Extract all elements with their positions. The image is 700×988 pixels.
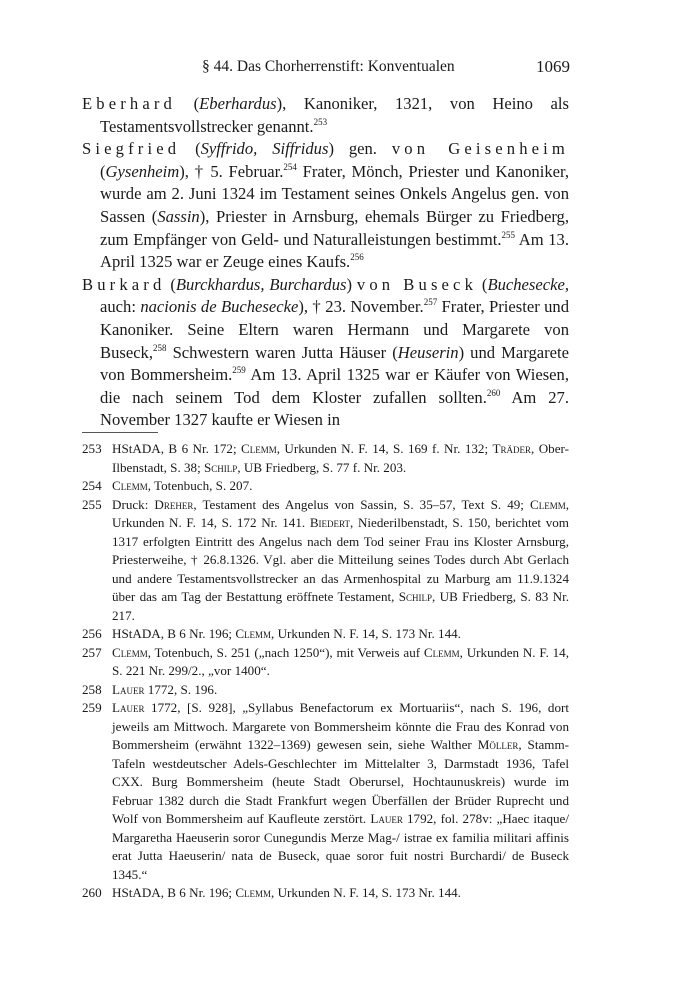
author-name: Clemm [235, 885, 272, 900]
footnote-ref: 254 [283, 161, 297, 172]
footnote-number: 253 [82, 441, 102, 456]
running-header [82, 52, 578, 82]
footnote-number: 259 [82, 700, 102, 715]
text-run: ) [346, 274, 357, 294]
footnote [82, 625, 569, 644]
text-run: , UB Friedberg, S. 77 f. Nr. 203. [237, 459, 407, 475]
text-run: , Urkunden N. F. 14, S. 173 Nr. 144. [271, 885, 461, 900]
text-run: HStADA, B 6 Nr. 196; [112, 626, 236, 641]
text-run: , auch: [100, 274, 569, 317]
footnote-number: 257 [82, 644, 102, 660]
footnote [82, 477, 569, 496]
text-run: Frater, Priester und Kanoniker. Seine Eltern waren Hermann und Margarete von Buseck, [100, 297, 569, 362]
italic-text: Heuserin [397, 342, 459, 362]
italic-text: Eberhardus [199, 94, 277, 113]
author-name: Lauer [112, 681, 145, 697]
footnote-separator [82, 432, 158, 433]
italic-text: nacionis de Buchesecke [140, 297, 299, 317]
italic-text: Gysenheim [105, 161, 180, 181]
author-name: Schilp [398, 589, 433, 604]
text-run: 1792, fol. 278v: „Haec itaque/ Margaretha Haeuserin soror Cunegundis Merze Mag-/ istrae ex familia militari affinis erat Jutta Haeuserin/ nata de Buseck, quae soror fuit nostri Burchardi/ de Buseck 1345.“ [112, 811, 570, 882]
text-run: HStADA, B 6 Nr. 172; [112, 441, 241, 456]
author-name: Biedert [309, 515, 350, 530]
text-run: ) gen. [328, 139, 392, 159]
running-header-title: § 44. Das Chorherrenstift: Konventualen [202, 58, 455, 75]
text-run: , Urkunden N. F. 14, S. 172 Nr. 141. [112, 496, 569, 530]
footnote-ref: 258 [153, 342, 167, 353]
register-entry [82, 274, 569, 432]
footnote-number: 255 [82, 496, 102, 512]
footnote-ref: 255 [501, 229, 516, 240]
author-name: Clemm [529, 496, 566, 512]
text-run: Am 13. April 1325 war er Zeuge eines Kaufs. [100, 229, 569, 272]
text-run: Schwestern waren Jutta Häuser ( [166, 342, 398, 362]
text-run: ), † 23. November. [298, 297, 424, 317]
register-entry [82, 93, 569, 138]
author-name: Clemm [235, 626, 272, 641]
footnote [82, 699, 569, 884]
author-name: Träder [492, 441, 532, 456]
text-run: HStADA, B 6 Nr. 196; [112, 885, 236, 900]
footnotes [82, 440, 569, 903]
entry-name: Siegfried [82, 139, 181, 159]
italic-text: Syffrido, Siffridus [200, 139, 329, 159]
text-run: ( [477, 274, 488, 294]
footnote-ref: 253 [313, 116, 328, 127]
text-run: ), Priester in Arnsburg, ehemals Bürger zu Friedberg, zum Empfänger von Geld- und Naturalleistungen bestimmt. [100, 206, 569, 249]
text-run: ( [165, 274, 176, 294]
author-name: Lauer [112, 700, 145, 715]
footnote [82, 644, 569, 681]
text-run: Druck: [112, 496, 155, 512]
text-run: , Totenbuch, S. 251 („nach 1250“), mit Verweis auf [147, 644, 424, 660]
text-run: , Urkunden N. F. 14, S. 221 Nr. 299/2., „vor 1400“. [112, 644, 569, 678]
register-entry [82, 138, 569, 274]
spaced-name: von Buseck [356, 274, 478, 294]
text-run: ( [180, 139, 201, 159]
footnote [82, 884, 569, 903]
footnote [82, 496, 569, 626]
page-number: 1069 [536, 57, 570, 76]
italic-text: Burckhardus, Burchardus [175, 274, 347, 294]
footnote [82, 440, 569, 477]
entry-name: Burkard [82, 274, 166, 294]
text-run: , Niederilbenstadt, S. 150, berichtet vom 1317 erfolgten Eintritt des Angelus nach dem Tod seiner Frau ins Kloster Arnsburg, Priesterweihe, † 26.8.1326. Vgl. aber die Mitteilung seines Todes durch Abt Gerlach und andere Testamentsvollstrecker an das Armenhospital zu Marburg am 11.9.1324 über das am Tag der Bestattung eröffnete Testament, [112, 515, 569, 604]
text-run: , UB Friedberg, S. 83 Nr. 217. [112, 589, 569, 623]
text-run: , Totenbuch, S. 207. [147, 478, 253, 493]
text-run: , Testament des Angelus von Sassin, S. 35–57, Text S. 49; [193, 496, 530, 512]
text-run: , Stamm-Tafeln westdeutscher Adels-Geschlechter im Mittelalter 3, Darmstadt 1936, Tafel CXX. Burg Bommersheim (heute Stadt Oberursel, Hochtaunuskreis) wurde im Februar 1382 durch die Stadt Frankfurt wegen Überfällen der Brüder Ruprecht und Wolf von Bommersheim auf Kaufleute zerstört. [112, 737, 569, 826]
text-run: Frater, Mönch, Priester und Kanoniker, wurde am 2. Juni 1324 im Testament seines Onkels Angelus gen. von Sassen ( [100, 161, 569, 226]
text-run: ( [100, 161, 106, 181]
author-name: Dreher [154, 496, 194, 512]
entry-name: Eberhard [82, 94, 177, 113]
author-name: Clemm [423, 644, 460, 660]
footnote-ref: 259 [232, 365, 246, 376]
italic-text: Buchesecke [487, 274, 565, 294]
footnote-number: 258 [82, 681, 102, 697]
main-text [82, 93, 569, 432]
author-name: Clemm [240, 441, 277, 456]
text-run: , Urkunden N. F. 14, S. 173 Nr. 144. [271, 626, 461, 641]
text-run: , Urkunden N. F. 14, S. 169 f. Nr. 132; [276, 441, 493, 456]
text-run: 1772, [S. 928], „Syllabus Benefactorum ex Mortuariis“, nach S. 196, dort jeweils am Mittwoch. Margarete von Bommersheim könnte die Frau des Konrad von Bommersheim (erwähnt 1322–1369) gewesen sein, siehe Walther [112, 700, 569, 752]
text-run: ) und Margarete von Bommersheim. [100, 342, 570, 385]
author-name: Schilp [204, 459, 238, 475]
italic-text: Sassin [157, 206, 200, 226]
text-run: ( [176, 94, 200, 113]
text-run: ), † 5. Februar. [179, 161, 284, 181]
author-name: Clemm [112, 478, 148, 493]
text-run: , Ober-Ilbenstadt, S. 38; [112, 441, 569, 475]
footnote-number: 254 [82, 478, 102, 493]
author-name: Lauer [370, 811, 403, 826]
text-run: Am 13. April 1325 war er Käufer von Wiesen, die nach seinem Tod dem Kloster zufallen sollten. [100, 365, 569, 407]
footnote [82, 681, 569, 700]
author-name: Möller [477, 737, 519, 752]
footnote-number: 256 [82, 626, 102, 641]
text-run: 1772, S. 196. [144, 681, 218, 697]
footnote-ref: 256 [350, 252, 364, 263]
author-name: Clemm [112, 644, 148, 660]
text-run: Am 27. November 1327 kaufte er Wiesen in [100, 387, 569, 430]
spaced-name: von Geisenheim [391, 139, 569, 159]
text-run: ), Kanoniker, 1321, von Heino als Testamentsvollstrecker genannt. [100, 94, 569, 136]
footnote-ref: 257 [423, 297, 438, 308]
footnote-number: 260 [82, 885, 102, 900]
footnote-ref: 260 [486, 387, 501, 398]
